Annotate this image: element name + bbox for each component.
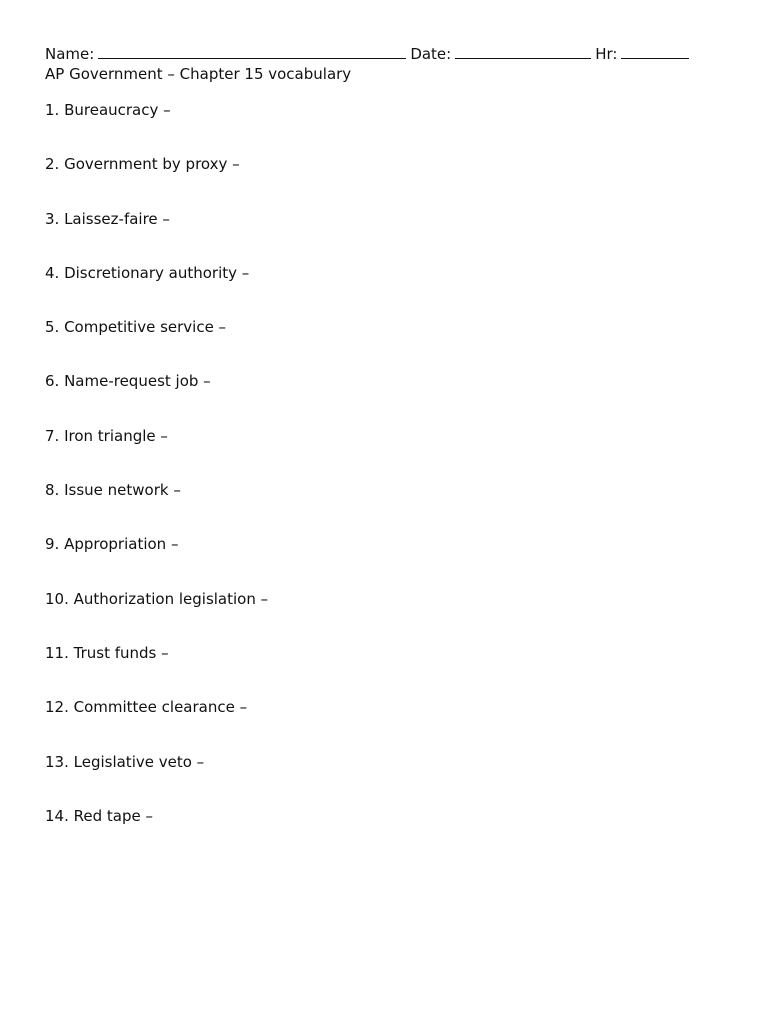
worksheet-page xyxy=(45,44,725,860)
vocab-term: 12. Committee clearance – xyxy=(45,698,248,717)
vocab-term: 11. Trust funds – xyxy=(45,643,169,662)
vocab-term: 10. Authorization legislation – xyxy=(45,589,269,608)
hr-blank xyxy=(621,44,689,59)
vocab-term: 2. Government by proxy – xyxy=(45,155,240,174)
vocab-term: 1. Bureaucracy – xyxy=(45,101,171,119)
date-blank xyxy=(455,44,591,59)
name-blank xyxy=(98,44,406,59)
student-info-line xyxy=(45,44,725,64)
vocab-term: 9. Appropriation – xyxy=(45,535,179,554)
hr-label: Hr: xyxy=(595,45,618,63)
name-label: Name: xyxy=(45,45,95,63)
vocab-term: 5. Competitive service – xyxy=(45,318,227,337)
vocab-term: 4. Discretionary authority – xyxy=(45,263,250,282)
vocabulary-list xyxy=(45,100,725,860)
vocab-term: 7. Iron triangle – xyxy=(45,426,168,445)
vocab-term: 8. Issue network – xyxy=(45,481,181,500)
worksheet-title: AP Government – Chapter 15 vocabulary xyxy=(45,65,352,83)
vocab-term: 3. Laissez-faire – xyxy=(45,209,170,228)
vocab-term: 6. Name-request job – xyxy=(45,372,211,391)
vocab-term: 14. Red tape – xyxy=(45,806,153,825)
date-label: Date: xyxy=(410,45,452,63)
vocab-term: 13. Legislative veto – xyxy=(45,752,205,771)
